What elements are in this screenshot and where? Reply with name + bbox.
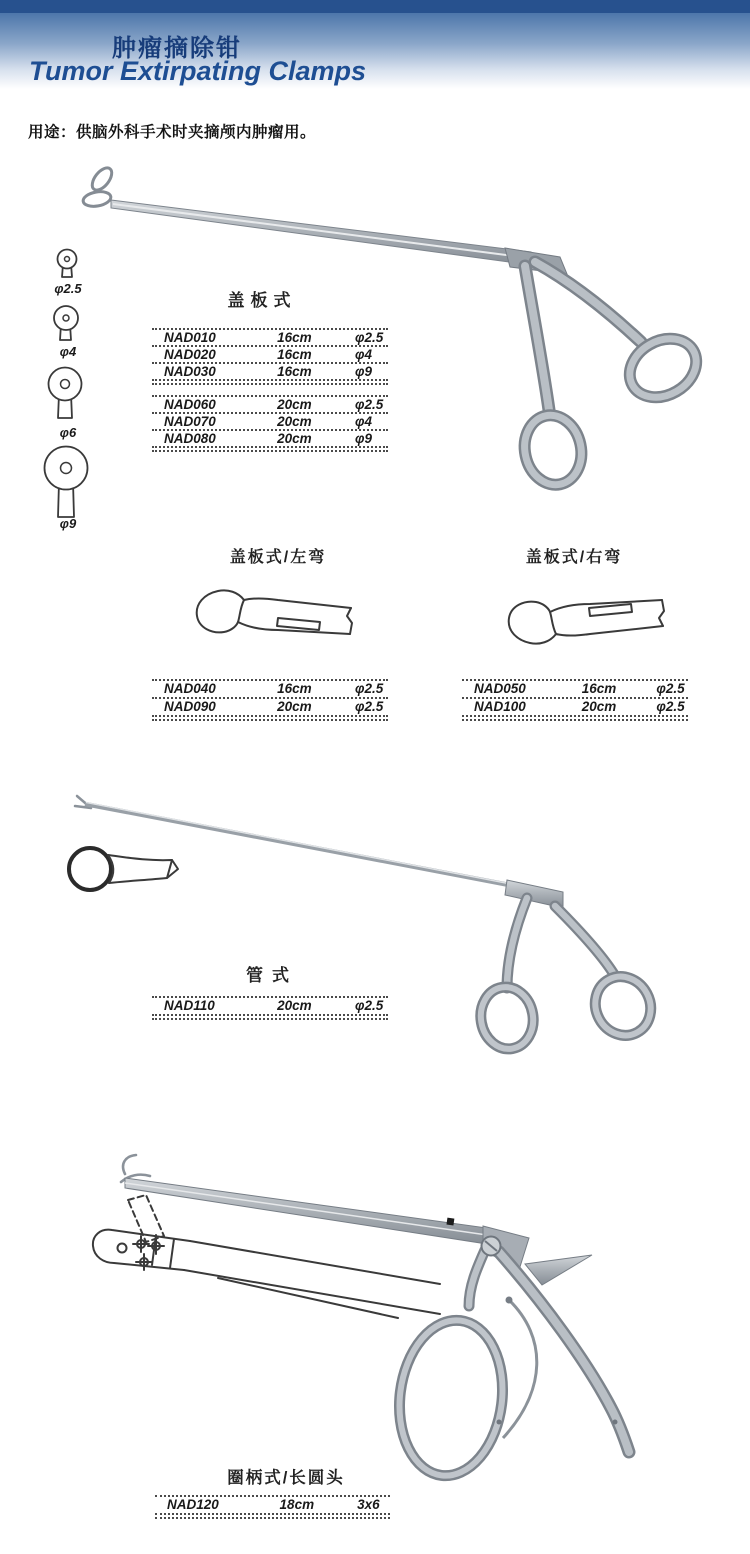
left-bend-tip-drawing	[180, 576, 366, 660]
section-title-gaiban: 盖板式	[227, 291, 297, 310]
tip-size-label: φ9	[59, 516, 77, 531]
table-row	[152, 397, 388, 414]
product-diameter: φ4	[354, 347, 372, 362]
tip-size-label: φ6	[59, 425, 77, 440]
table-row	[152, 431, 388, 448]
product-diameter: φ9	[354, 431, 372, 446]
product-diameter: φ2.5	[354, 998, 384, 1013]
product-diameter: φ2.5	[354, 330, 384, 345]
gaiban-table-20cm	[152, 395, 388, 452]
product-code: NAD030	[164, 364, 216, 379]
table-row	[152, 681, 388, 699]
instrument-photo-tube-forceps	[55, 778, 695, 1078]
product-diameter: φ2.5	[656, 699, 685, 714]
section-title-ring-handle: 圈柄式/长圆头	[227, 1469, 345, 1487]
page-title-english: Tumor Extirpating Clamps	[29, 56, 367, 86]
product-length: 16cm	[277, 364, 312, 379]
table-row	[152, 414, 388, 431]
left-bend-table	[152, 679, 388, 721]
product-code: NAD080	[164, 431, 216, 446]
tube-table	[152, 996, 388, 1020]
right-bend-table	[462, 679, 688, 721]
product-diameter: φ2.5	[354, 699, 384, 714]
product-length: 20cm	[277, 431, 312, 446]
product-code: NAD040	[164, 681, 216, 696]
page-title-chinese: 肿瘤摘除钳	[112, 35, 242, 62]
product-code: NAD100	[474, 699, 526, 714]
tip-size-label: φ4	[59, 344, 77, 359]
gaiban-table-16cm	[152, 328, 388, 385]
table-row	[152, 364, 388, 381]
table-row	[152, 347, 388, 364]
product-diameter: φ2.5	[354, 397, 384, 412]
product-length: 20cm	[581, 699, 617, 714]
table-row	[152, 699, 388, 717]
product-code: NAD090	[164, 699, 216, 714]
product-length: 20cm	[277, 699, 312, 714]
product-length: 20cm	[277, 397, 312, 412]
table-row	[462, 681, 688, 699]
product-diameter: φ2.5	[354, 681, 384, 696]
section-title-right-bend: 盖板式/右弯	[525, 549, 623, 566]
header-top-bar	[0, 0, 750, 13]
table-row	[152, 330, 388, 347]
product-length: 16cm	[581, 681, 617, 696]
section-title-left-bend: 盖板式/左弯	[229, 549, 327, 566]
table-row	[462, 699, 688, 717]
right-bend-tip-drawing	[492, 574, 678, 658]
section-title-tube: 管式	[246, 966, 298, 985]
product-code: NAD060	[164, 397, 216, 412]
product-length: 16cm	[277, 330, 312, 345]
table-row	[155, 1497, 390, 1515]
tip-size-label: φ2.5	[54, 281, 82, 296]
usage-description: 用途：供脑外科手术时夹摘颅内肿瘤用。	[28, 124, 317, 141]
ring-handle-tip-detail-drawing	[78, 1186, 448, 1321]
product-length: 20cm	[277, 414, 312, 429]
product-code: NAD070	[164, 414, 216, 429]
product-length: 16cm	[277, 681, 312, 696]
product-diameter: φ9	[354, 364, 372, 379]
product-code: NAD020	[164, 347, 216, 362]
product-length: 16cm	[277, 347, 312, 362]
tube-tip-cup-drawing	[58, 838, 198, 900]
product-length: 18cm	[279, 1497, 315, 1512]
product-diameter: φ4	[354, 414, 372, 429]
product-code: NAD110	[164, 998, 215, 1013]
ring-handle-table	[155, 1495, 390, 1519]
product-code: NAD050	[474, 681, 526, 696]
table-row	[152, 998, 388, 1016]
product-diameter: 3x6	[357, 1497, 380, 1512]
product-code: NAD120	[167, 1497, 219, 1512]
product-code: NAD010	[164, 330, 216, 345]
product-length: 20cm	[277, 998, 312, 1013]
product-diameter: φ2.5	[656, 681, 685, 696]
